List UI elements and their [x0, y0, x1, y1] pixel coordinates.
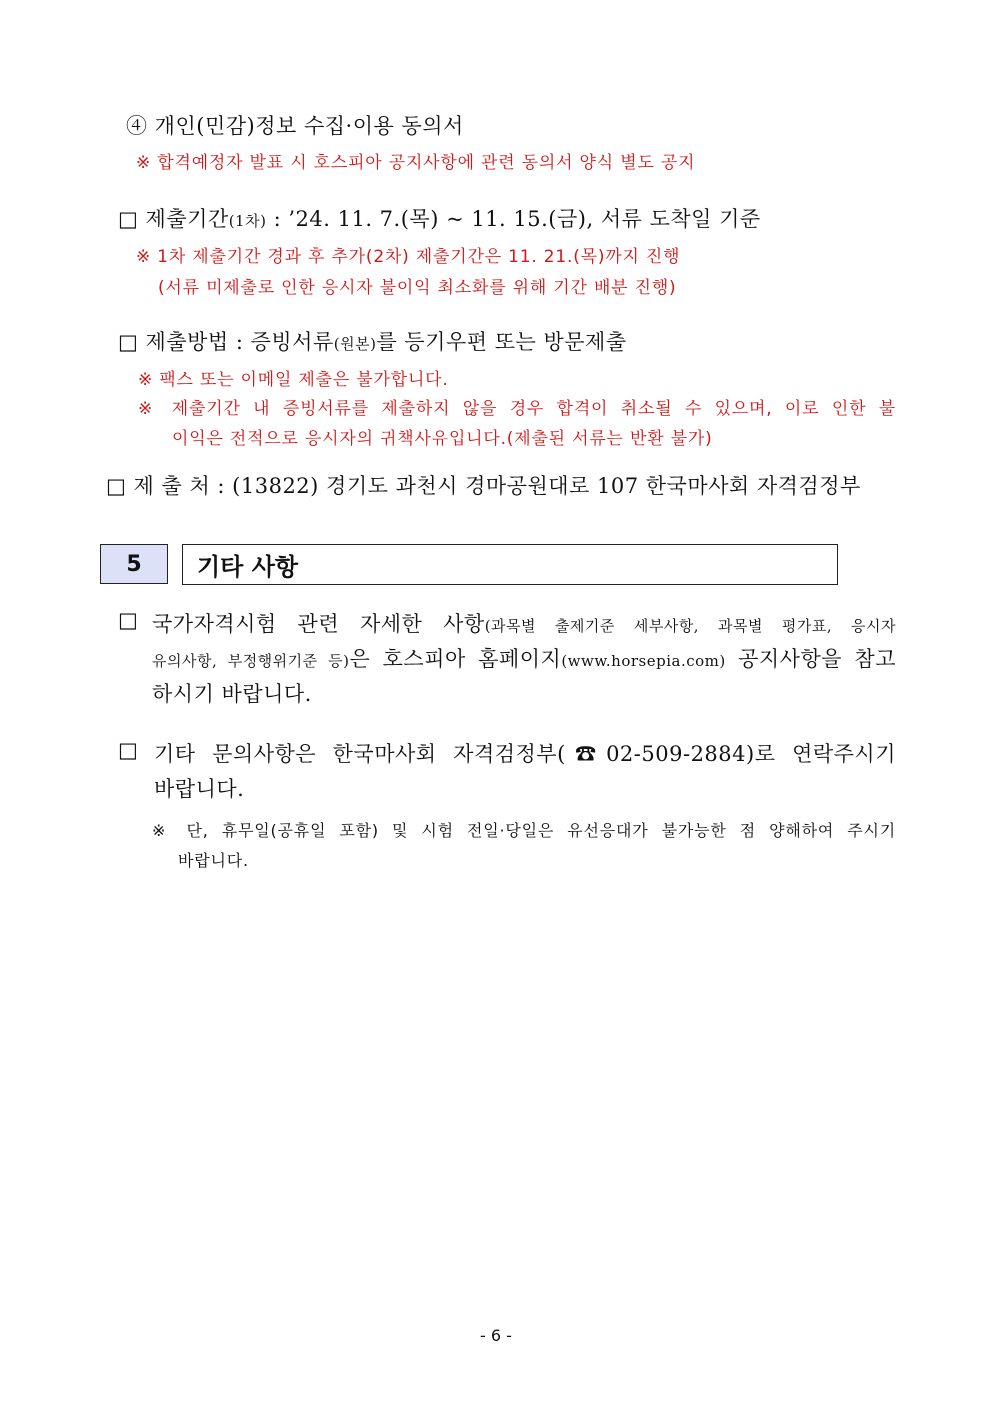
details-item [118, 608, 138, 632]
inquiry-line-2: 바랍니다. [154, 777, 245, 801]
details-line-2-small: 유의사항, 부정행위기준 등) [152, 652, 350, 670]
details-line-1 [152, 608, 896, 638]
period-label: 제출기간 [145, 207, 229, 231]
details-line-1-text: 국가자격시험 관련 자세한 사항 [152, 612, 485, 636]
details-line-2-text: 은 호스피아 홈페이지 [349, 647, 562, 671]
consent-note: ※ 합격예정자 발표 시 호스피아 공지사항에 관련 동의서 양식 별도 공지 [136, 153, 696, 173]
destination-text: 제 출 처 : (13822) 경기도 과천시 경마공원대로 107 한국마사회 자격검정부 [133, 474, 861, 498]
details-website: (www.horsepia.com) [561, 652, 726, 670]
period-item [118, 203, 761, 233]
method-note-2-line-1: ※ 제출기간 내 증빙서류를 제출하지 않을 경우 합격이 취소될 수 있으며, 이로 인한 불 [138, 399, 896, 419]
inquiry-line-1: 기타 문의사항은 한국마사회 자격검정부(☎02-509-2884)로 연락주시기 [154, 742, 896, 766]
details-line-3: 하시기 바랍니다. [152, 682, 312, 706]
checkbox-icon: □ [118, 608, 139, 632]
method-original: (원본) [333, 335, 377, 353]
method-note-1: ※ 팩스 또는 이메일 제출은 불가합니다. [138, 370, 449, 390]
destination-item [106, 470, 861, 500]
period-note-2: (서류 미제출로 인한 응시자 불이익 최소화를 위해 기간 배분 진행) [158, 278, 677, 298]
method-text-b: 를 등기우편 또는 방문제출 [376, 330, 627, 354]
method-item [118, 326, 627, 356]
section-number: 5 [100, 544, 168, 584]
inquiry-note-line-1: ※ 단, 휴무일(공휴일 포함) 및 시험 전일·당일은 유선응대가 불가능한 점 양해하여 주시기 [152, 821, 896, 840]
checkbox-icon: □ [118, 330, 139, 354]
details-line-2-end: 공지사항을 참고 [725, 647, 896, 671]
page-number: - 6 - [480, 1326, 512, 1345]
period-note-1: ※ 1차 제출기간 경과 후 추가(2차) 제출기간은 11. 21.(목)까지 진행 [136, 247, 681, 267]
method-text-a: 제출방법 : 증빙서류 [145, 330, 334, 354]
inquiry-note-line-2: 바랍니다. [178, 851, 249, 870]
section-title: 기타 사항 [182, 544, 838, 585]
checkbox-icon: □ [118, 207, 139, 231]
details-line-2 [152, 643, 896, 673]
checkbox-icon: □ [118, 738, 139, 762]
period-text: : ’24. 11. 7.(목) ~ 11. 15.(금), 서류 도착일 기준 [266, 207, 761, 231]
checkbox-icon: □ [106, 474, 127, 498]
consent-item: ④ 개인(민감)정보 수집·이용 동의서 [126, 114, 464, 138]
method-note-2-line-2: 이익은 전적으로 응시자의 귀책사유입니다.(제출된 서류는 반환 불가) [172, 429, 713, 449]
details-line-1-small: (과목별 출제기준 세부사항, 과목별 평가표, 응시자 [484, 617, 896, 635]
period-label-round: (1차) [228, 212, 267, 230]
inquiry-item [118, 738, 138, 762]
